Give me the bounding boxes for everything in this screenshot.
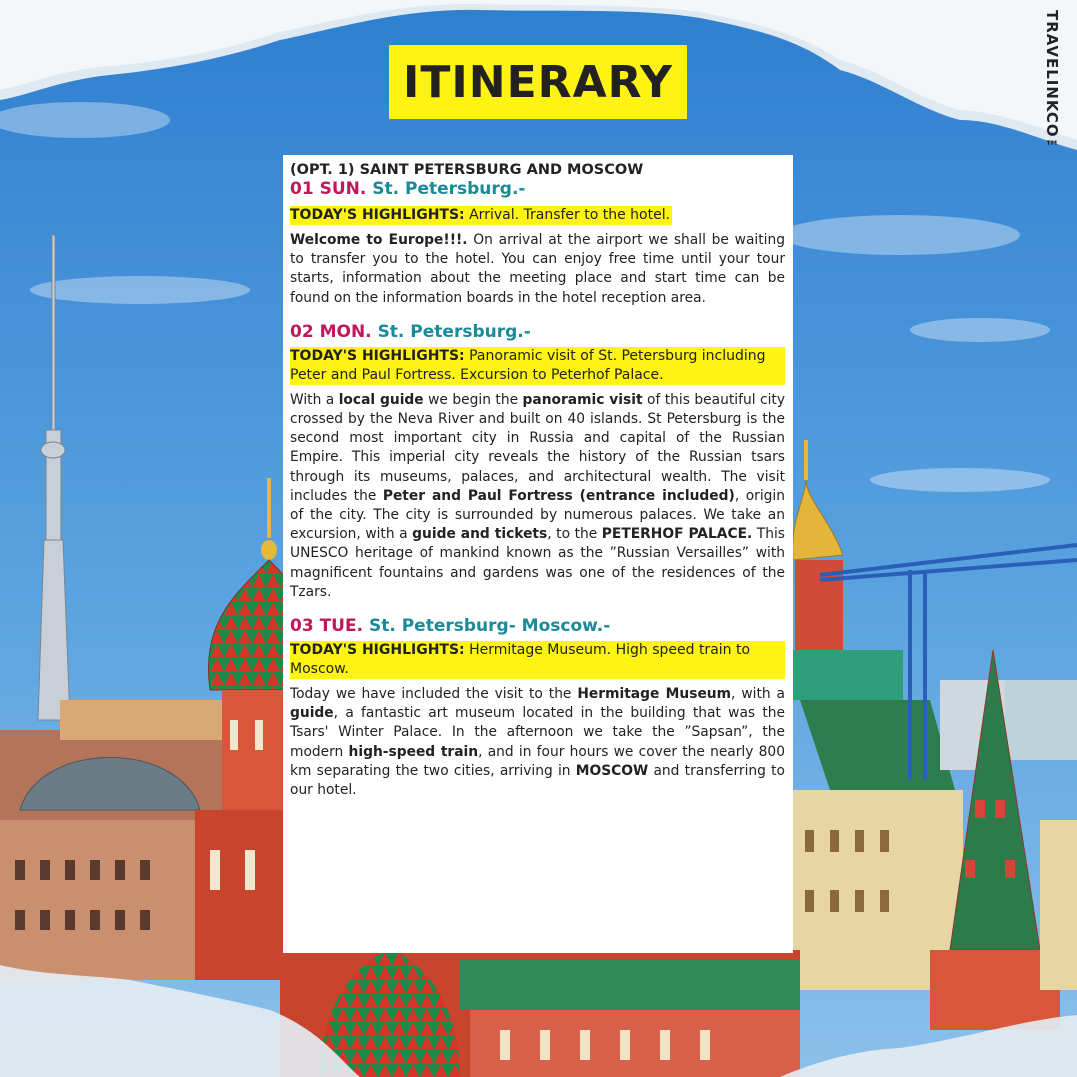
itinerary-title-banner [389, 45, 687, 119]
day-2-highlights-text: Panoramic visit of St. Petersburg including Peter and Paul Fortress. Excursion to Peterhof Palace. [290, 347, 766, 383]
day-2-text-10: This UNESCO heritage of mankind known as the ”Russian Versailles” with magnificent fountains and gardens was one of the residences of the Tzars. [290, 526, 785, 600]
day-2-highlights-label: TODAY'S HIGHLIGHTS: [290, 347, 465, 364]
day-1-text-0: Welcome to Europe!!!. [290, 232, 468, 248]
day-3-text-3: guide [290, 705, 334, 722]
day-2-description [290, 391, 785, 602]
day-3-description [290, 685, 785, 800]
day-1-highlights-label: TODAY'S HIGHLIGHTS: [290, 207, 465, 223]
day-2-text-7: guide and tickets [412, 526, 548, 543]
day-2-place: St. Petersburg.- [377, 321, 531, 342]
day-3 [290, 616, 785, 800]
day-3-number: 03 TUE. [290, 616, 364, 637]
day-1-number: 01 SUN. [290, 179, 367, 199]
day-3-highlights-label: TODAY'S HIGHLIGHTS: [290, 642, 465, 659]
day-3-text-6: , and in four hours we cover the nearly 800 km separating the two cities, arriving in [290, 743, 785, 779]
day-1 [290, 179, 785, 308]
day-1-heading [290, 179, 785, 199]
day-3-text-4: , a fantastic art museum located in the building that was the Tsars' Winter Palace. In the afternoon we take the ”Sapsan”, the modern [290, 705, 785, 760]
day-3-text-8: and transferring to our hotel. [290, 762, 786, 799]
day-2-text-8: , to the [547, 526, 602, 543]
day-2-text-3: panoramic visit [522, 391, 643, 408]
day-3-highlights-text: Hermitage Museum. High speed train to Moscow. [290, 642, 751, 678]
day-2-heading [290, 322, 785, 342]
page-title: ITINERARY [403, 56, 673, 108]
brand-logo: TRAVELINKCO™ [1043, 10, 1061, 157]
day-2-text-4: of this beautiful city crossed by the Neva River and built on 40 islands. St Petersburg is the second most important city in Russia and capital of the Russian Empire. This imperial city reveals the history of the Russian tsars through its museums, palaces, and architectural wealth. The visit includes the [290, 391, 785, 504]
day-1-text-1: On arrival at the airport we shall be waiting to transfer you to the hotel. You can enjoy free time until your tour starts, information about the meeting place and start time can be found on the information boards in the hotel reception area. [290, 232, 785, 306]
day-3-place: St. Petersburg- Moscow.- [368, 616, 611, 637]
day-2-number: 02 MON. [290, 321, 372, 342]
day-2-text-6: , origin of the city. The city is surrounded by numerous palaces. We take an excursion, with a [290, 487, 785, 543]
day-1-highlights [290, 206, 672, 225]
day-1-place: St. Petersburg.- [372, 179, 526, 199]
day-2 [290, 322, 785, 602]
day-3-heading [290, 616, 785, 636]
day-2-text-5: Peter and Paul Fortress (entrance included) [382, 487, 735, 504]
day-2-text-1: local guide [338, 391, 424, 408]
day-3-text-7: MOSCOW [575, 762, 649, 779]
day-3-text-0: Today we have included the visit to the [290, 686, 578, 703]
option-title: (OPT. 1) SAINT PETERSBURG AND MOSCOW [290, 162, 644, 178]
day-2-text-9: PETERHOF PALACE. [601, 526, 753, 543]
day-3-text-1: Hermitage Museum [577, 686, 732, 703]
day-3-highlights [290, 641, 785, 679]
day-3-text-5: high-speed train [348, 743, 479, 760]
day-1-description [290, 231, 785, 308]
day-2-text-0: With a [290, 391, 339, 408]
itinerary-card [283, 155, 793, 953]
day-2-text-2: we begin the [423, 391, 523, 408]
day-1-highlights-text: Arrival. Transfer to the hotel. [469, 207, 671, 223]
day-3-text-2: , with a [731, 686, 786, 703]
day-2-highlights [290, 347, 785, 385]
